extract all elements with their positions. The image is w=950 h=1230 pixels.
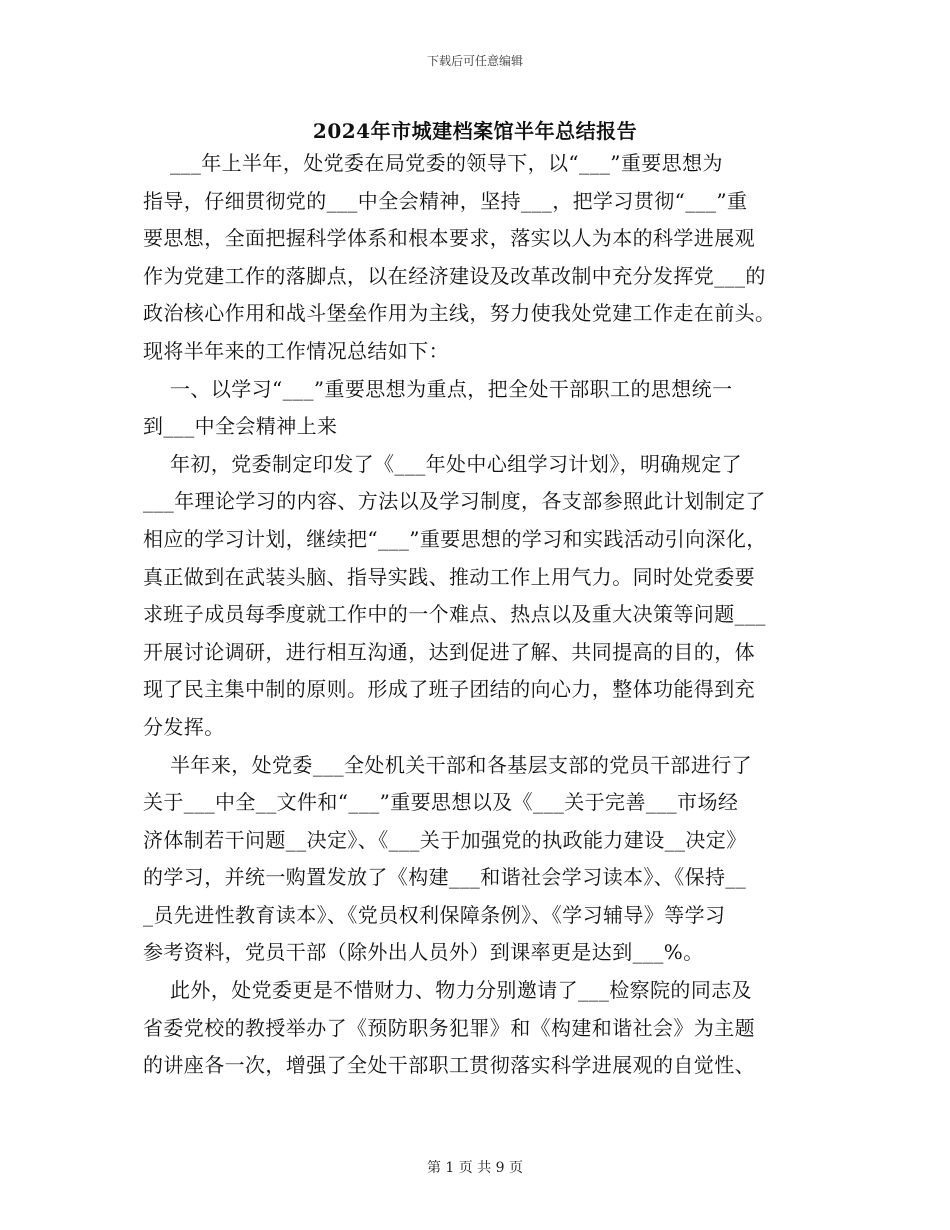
body-line: _员先进性教育读本》、《党员权利保障条例》、《学习辅导》等学习 [143,902,726,927]
body-line: 济体制若干问题__决定》、《___关于加强党的执政能力建设__决定》 [143,827,747,852]
body-line: 指导，仔细贯彻党的___中全会精神，坚持___，把学习贯彻“___”重 [143,188,748,213]
page-header-note: 下载后可任意编辑 [426,54,523,68]
body-line: 的讲座各一次，增强了全处干部职工贯彻落实科学进展观的自觉性、 [143,1053,755,1078]
page-number: 第 1 页 共 9 页 [426,1160,524,1176]
body-line: 省委党校的教授举办了《预防职务犯罪》和《构建和谐社会》为主题 [143,1015,755,1040]
body-line: ___年上半年，处党委在局党委的领导下，以“___”重要思想为 [143,151,723,175]
body-line: 参考资料，党员干部（除外出人员外）到课率更是达到___%。 [143,940,704,965]
body-line: 现将半年来的工作情况总结如下： [143,338,449,363]
body-line: 开展讨论调研，进行相互沟通，达到促进了解、共同提高的目的，体 [143,639,755,664]
body-line: 要思想，全面把握科学体系和根本要求，落实以人为本的科学进展观 [143,226,755,251]
body-line: 的学习，并统一购置发放了《构建___和谐社会学习读本》、《保持__ [143,865,747,890]
body-line: 此外，处党委更是不惜财力、物力分别邀请了___检察院的同志及 [143,978,753,1003]
body-line: 真正做到在武装头脑、指导实践、推动工作上用气力。同时处党委要 [143,564,755,589]
document-title: 2024年市城建档案馆半年总结报告 [312,119,638,143]
body-line: 政治核心作用和战斗堡垒作用为主线，努力使我处党建工作走在前头。 [143,301,776,326]
document-body [143,145,815,1085]
body-line: 年初，党委制定印发了《___年处中心组学习计划》，明确规定了 [143,451,743,476]
body-line: ___年理论学习的内容、方法以及学习制度，各支部参照此计划制定了 [143,489,766,514]
body-line: 求班子成员每季度就工作中的一个难点、热点以及重大决策等问题___ [143,602,766,627]
body-line: 分发挥。 [143,714,225,739]
body-line: 半年来，处党委___全处机关干部和各基层支部的党员干部进行了 [143,752,753,777]
section-heading-line: 一、以学习“___”重要思想为重点，把全处干部职工的思想统一 [143,376,733,401]
body-line: 现了民主集中制的原则。形成了班子团结的向心力，整体功能得到充 [143,677,755,702]
body-line: 相应的学习计划，继续把“___”重要思想的学习和实践活动引向深化， [143,526,767,551]
body-line: 作为党建工作的落脚点，以在经济建设及改革改制中充分发挥党___的 [143,263,766,288]
body-line: 关于___中全__文件和“___”重要思想以及《___关于完善___市场经 [143,790,739,815]
section-heading-line: 到___中全会精神上来 [143,414,338,439]
